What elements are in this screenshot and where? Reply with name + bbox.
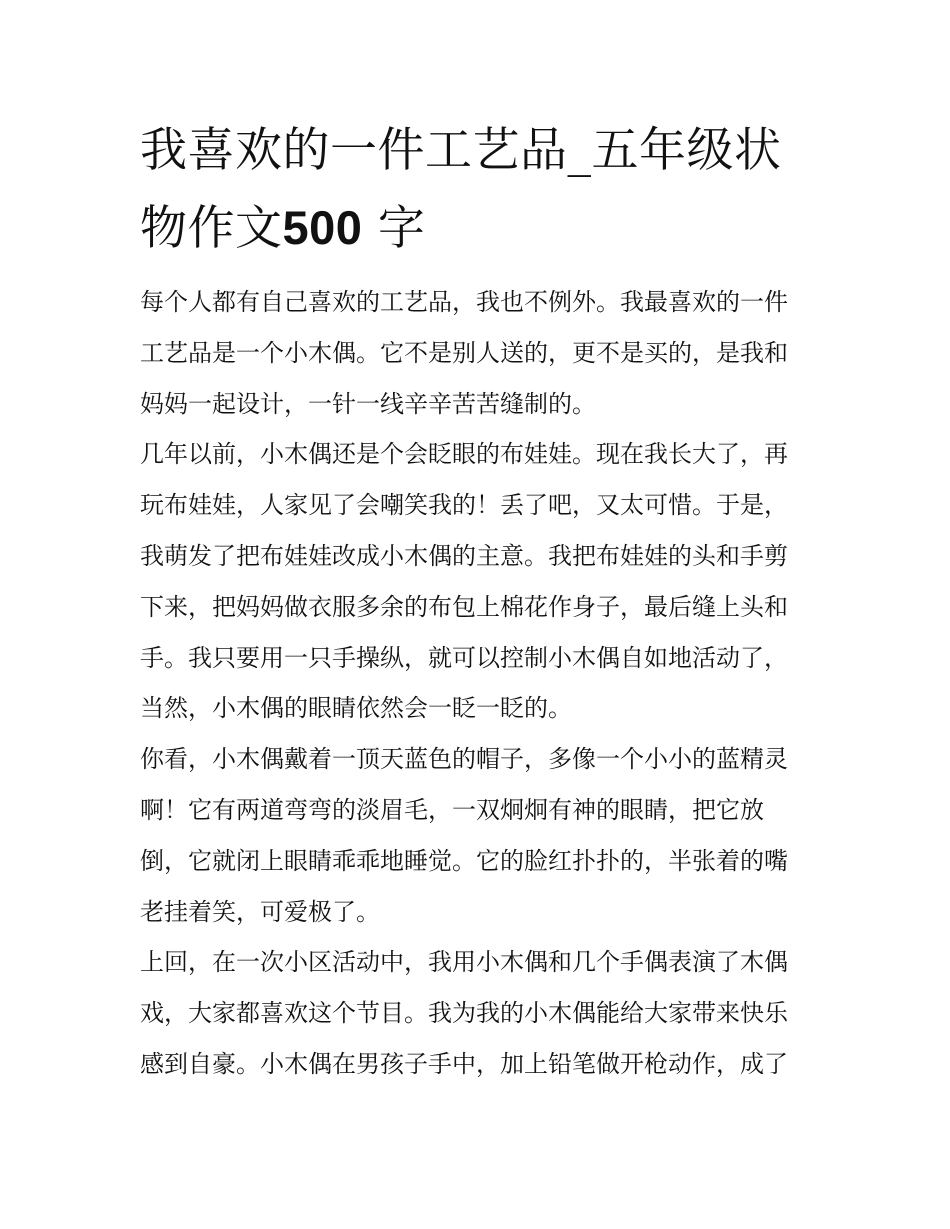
text-line: 你看，小木偶戴着一顶天蓝色的帽子，多像一个小小的蓝精灵	[140, 745, 788, 774]
text-line: 我萌发了把布娃娃改成小木偶的主意。我把布娃娃的头和手剪	[140, 541, 788, 570]
paragraph-1	[140, 277, 820, 429]
title-number: 500	[282, 201, 363, 254]
text-line: 每个人都有自己喜欢的工艺品，我也不例外。我最喜欢的一件	[140, 288, 788, 316]
title-text: 我喜欢的一件工艺品_五年级状物作文	[140, 123, 782, 256]
text-line: 感到自豪。小木偶在男孩子手中，加上铅笔做开枪动作，成了	[140, 1049, 788, 1078]
title-suffix: 字	[377, 201, 426, 256]
text-line: 下来，把妈妈做衣服多余的布包上棉花作身子，最后缝上头和	[140, 592, 788, 621]
paragraph-3	[140, 734, 820, 937]
document-body	[140, 277, 820, 1090]
text-line: 几年以前，小木偶还是个会眨眼的布娃娃。现在我长大了，再	[140, 440, 788, 469]
text-line: 工艺品是一个小木偶。它不是别人送的，更不是买的，是我和	[140, 338, 788, 367]
text-line: 倒，它就闭上眼睛乖乖地睡觉。它的脸红扑扑的，半张着的嘴	[140, 846, 788, 875]
text-line: 上回，在一次小区活动中，我用小木偶和几个手偶表演了木偶	[140, 948, 788, 977]
text-line: 老挂着笑，可爱极了。	[140, 897, 380, 926]
document-title	[140, 112, 820, 267]
text-line: 啊！它有两道弯弯的淡眉毛，一双炯炯有神的眼睛，把它放	[140, 795, 764, 824]
text-line: 当然，小木偶的眼睛依然会一眨一眨的。	[140, 694, 572, 723]
text-line: 妈妈一起设计，一针一线辛辛苦苦缝制的。	[140, 389, 596, 418]
text-line: 戏，大家都喜欢这个节目。我为我的小木偶能给大家带来快乐	[140, 999, 788, 1028]
text-line: 手。我只要用一只手操纵，就可以控制小木偶自如地活动了，	[140, 643, 788, 672]
paragraph-4	[140, 937, 820, 1089]
paragraph-2	[140, 429, 820, 734]
text-line: 玩布娃娃，人家见了会嘲笑我的！丢了吧，又太可惜。于是，	[140, 491, 788, 520]
